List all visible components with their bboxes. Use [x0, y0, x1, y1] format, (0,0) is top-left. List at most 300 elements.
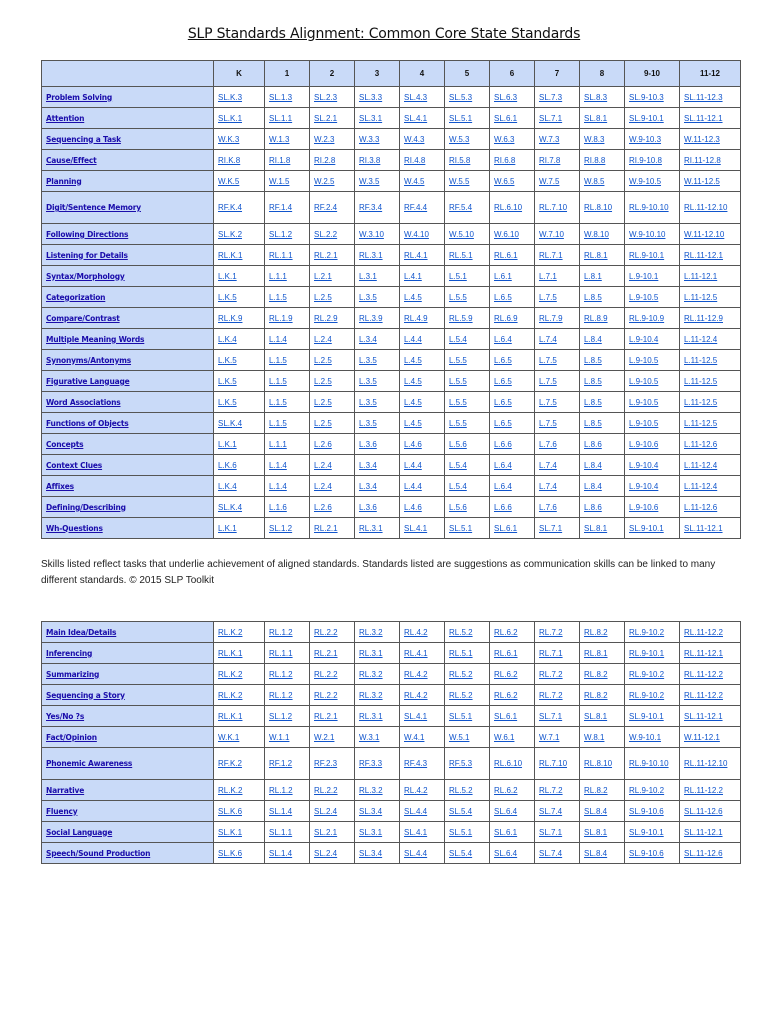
standard-link[interactable]: L.7.4 — [535, 476, 580, 497]
standard-link[interactable]: L.1.5 — [265, 350, 310, 371]
standard-link[interactable]: W.3.5 — [355, 171, 400, 192]
skill-link[interactable]: Following Directions — [42, 224, 214, 245]
standard-link[interactable]: RL.8.2 — [580, 685, 625, 706]
skill-link[interactable]: Wh-Questions — [42, 518, 214, 539]
standard-link[interactable]: W.4.3 — [400, 129, 445, 150]
standard-link[interactable]: RL.2.1 — [310, 643, 355, 664]
standard-link[interactable]: L.6.4 — [490, 476, 535, 497]
standard-link[interactable]: SL.9-10.6 — [625, 801, 680, 822]
standard-link[interactable]: L.5.4 — [445, 329, 490, 350]
standard-link[interactable]: RL.8.1 — [580, 643, 625, 664]
standard-link[interactable]: L.9-10.6 — [625, 434, 680, 455]
standard-link[interactable]: RL.2.1 — [310, 706, 355, 727]
standard-link[interactable]: L.9-10.4 — [625, 329, 680, 350]
standard-link[interactable]: SL.11-12.1 — [680, 518, 741, 539]
standard-link[interactable]: L.5.4 — [445, 476, 490, 497]
standard-link[interactable]: L.2.5 — [310, 413, 355, 434]
standard-link[interactable]: RL.9-10.1 — [625, 245, 680, 266]
standard-link[interactable]: L.6.5 — [490, 287, 535, 308]
standard-link[interactable]: SL.1.1 — [265, 108, 310, 129]
standard-link[interactable]: RL.6.10 — [490, 192, 535, 224]
standard-link[interactable]: L.8.5 — [580, 392, 625, 413]
standard-link[interactable]: W.2.3 — [310, 129, 355, 150]
standard-link[interactable]: L.4.6 — [400, 497, 445, 518]
standard-link[interactable]: RL.8.2 — [580, 664, 625, 685]
standard-link[interactable]: RL.K.1 — [214, 706, 265, 727]
standard-link[interactable]: RI.11-12.8 — [680, 150, 741, 171]
standard-link[interactable]: L.9-10.1 — [625, 266, 680, 287]
standard-link[interactable]: W.11-12.3 — [680, 129, 741, 150]
standard-link[interactable]: W.6.10 — [490, 224, 535, 245]
standard-link[interactable]: RL.1.2 — [265, 664, 310, 685]
standard-link[interactable]: RL.9-10.2 — [625, 685, 680, 706]
skill-link[interactable]: Multiple Meaning Words — [42, 329, 214, 350]
standard-link[interactable]: SL.5.1 — [445, 518, 490, 539]
standard-link[interactable]: RL.5.2 — [445, 664, 490, 685]
standard-link[interactable]: SL.3.3 — [355, 87, 400, 108]
standard-link[interactable]: L.8.4 — [580, 329, 625, 350]
standard-link[interactable]: SL.1.4 — [265, 801, 310, 822]
standard-link[interactable]: W.K.3 — [214, 129, 265, 150]
standard-link[interactable]: RL.1.2 — [265, 685, 310, 706]
standard-link[interactable]: SL.3.1 — [355, 108, 400, 129]
standard-link[interactable]: SL.K.6 — [214, 801, 265, 822]
skill-link[interactable]: Compare/Contrast — [42, 308, 214, 329]
standard-link[interactable]: SL.11-12.1 — [680, 822, 741, 843]
standard-link[interactable]: L.2.5 — [310, 371, 355, 392]
standard-link[interactable]: RL.5.1 — [445, 643, 490, 664]
standard-link[interactable]: SL.4.4 — [400, 843, 445, 864]
standard-link[interactable]: L.5.5 — [445, 413, 490, 434]
standard-link[interactable]: SL.2.4 — [310, 843, 355, 864]
standard-link[interactable]: L.11-12.5 — [680, 392, 741, 413]
standard-link[interactable]: L.7.1 — [535, 266, 580, 287]
skill-link[interactable]: Narrative — [42, 780, 214, 801]
standard-link[interactable]: SL.K.4 — [214, 413, 265, 434]
standard-link[interactable]: L.6.4 — [490, 455, 535, 476]
standard-link[interactable]: L.1.5 — [265, 413, 310, 434]
standard-link[interactable]: W.K.5 — [214, 171, 265, 192]
standard-link[interactable]: RL.6.1 — [490, 643, 535, 664]
standard-link[interactable]: L.K.5 — [214, 287, 265, 308]
standard-link[interactable]: L.11-12.4 — [680, 455, 741, 476]
standard-link[interactable]: L.7.5 — [535, 287, 580, 308]
standard-link[interactable]: SL.6.4 — [490, 801, 535, 822]
standard-link[interactable]: L.4.5 — [400, 413, 445, 434]
standard-link[interactable]: L.11-12.5 — [680, 350, 741, 371]
standard-link[interactable]: RL.11-12.1 — [680, 245, 741, 266]
skill-link[interactable]: Word Associations — [42, 392, 214, 413]
standard-link[interactable]: RL.6.9 — [490, 308, 535, 329]
standard-link[interactable]: W.3.3 — [355, 129, 400, 150]
standard-link[interactable]: RI.5.8 — [445, 150, 490, 171]
standard-link[interactable]: SL.2.2 — [310, 224, 355, 245]
standard-link[interactable]: L.4.4 — [400, 455, 445, 476]
standard-link[interactable]: RI.2.8 — [310, 150, 355, 171]
standard-link[interactable]: RL.K.2 — [214, 622, 265, 643]
standard-link[interactable]: RL.6.2 — [490, 685, 535, 706]
standard-link[interactable]: RL.1.1 — [265, 245, 310, 266]
standard-link[interactable]: L.6.1 — [490, 266, 535, 287]
standard-link[interactable]: RL.7.1 — [535, 643, 580, 664]
standard-link[interactable]: RL.3.1 — [355, 706, 400, 727]
standard-link[interactable]: RL.4.1 — [400, 245, 445, 266]
standard-link[interactable]: SL.3.4 — [355, 801, 400, 822]
standard-link[interactable]: W.2.1 — [310, 727, 355, 748]
standard-link[interactable]: RF.2.3 — [310, 748, 355, 780]
standard-link[interactable]: SL.9-10.3 — [625, 87, 680, 108]
standard-link[interactable]: L.K.5 — [214, 392, 265, 413]
standard-link[interactable]: W.11-12.1 — [680, 727, 741, 748]
standard-link[interactable]: SL.6.3 — [490, 87, 535, 108]
standard-link[interactable]: RL.5.2 — [445, 622, 490, 643]
standard-link[interactable]: SL.9-10.1 — [625, 822, 680, 843]
standard-link[interactable]: RF.5.4 — [445, 192, 490, 224]
standard-link[interactable]: RL.8.10 — [580, 748, 625, 780]
standard-link[interactable]: L.5.5 — [445, 350, 490, 371]
skill-link[interactable]: Fluency — [42, 801, 214, 822]
standard-link[interactable]: RL.2.2 — [310, 622, 355, 643]
standard-link[interactable]: RF.1.4 — [265, 192, 310, 224]
standard-link[interactable]: W.6.3 — [490, 129, 535, 150]
standard-link[interactable]: SL.6.1 — [490, 108, 535, 129]
standard-link[interactable]: W.9-10.1 — [625, 727, 680, 748]
standard-link[interactable]: W.5.5 — [445, 171, 490, 192]
standard-link[interactable]: L.3.5 — [355, 371, 400, 392]
skill-link[interactable]: Speech/Sound Production — [42, 843, 214, 864]
standard-link[interactable]: W.6.5 — [490, 171, 535, 192]
standard-link[interactable]: L.2.4 — [310, 476, 355, 497]
skill-link[interactable]: Sequencing a Task — [42, 129, 214, 150]
standard-link[interactable]: W.11-12.5 — [680, 171, 741, 192]
skill-link[interactable]: Problem Solving — [42, 87, 214, 108]
standard-link[interactable]: W.7.1 — [535, 727, 580, 748]
standard-link[interactable]: RL.K.2 — [214, 664, 265, 685]
standard-link[interactable]: SL.8.4 — [580, 801, 625, 822]
standard-link[interactable]: SL.11-12.3 — [680, 87, 741, 108]
standard-link[interactable]: L.8.1 — [580, 266, 625, 287]
standard-link[interactable]: RL.5.9 — [445, 308, 490, 329]
standard-link[interactable]: W.8.10 — [580, 224, 625, 245]
standard-link[interactable]: L.5.5 — [445, 287, 490, 308]
standard-link[interactable]: RL.11-12.2 — [680, 664, 741, 685]
standard-link[interactable]: L.11-12.4 — [680, 329, 741, 350]
standard-link[interactable]: L.9-10.5 — [625, 413, 680, 434]
standard-link[interactable]: SL.7.1 — [535, 518, 580, 539]
standard-link[interactable]: RL.9-10.10 — [625, 748, 680, 780]
standard-link[interactable]: L.1.1 — [265, 266, 310, 287]
standard-link[interactable]: SL.5.1 — [445, 706, 490, 727]
standard-link[interactable]: SL.8.1 — [580, 108, 625, 129]
standard-link[interactable]: RL.3.2 — [355, 664, 400, 685]
standard-link[interactable]: RL.3.9 — [355, 308, 400, 329]
skill-link[interactable]: Listening for Details — [42, 245, 214, 266]
standard-link[interactable]: SL.4.3 — [400, 87, 445, 108]
standard-link[interactable]: RL.7.1 — [535, 245, 580, 266]
standard-link[interactable]: L.1.6 — [265, 497, 310, 518]
standard-link[interactable]: SL.7.4 — [535, 801, 580, 822]
standard-link[interactable]: L.5.5 — [445, 371, 490, 392]
standard-link[interactable]: RL.3.2 — [355, 780, 400, 801]
standard-link[interactable]: L.3.4 — [355, 476, 400, 497]
skill-link[interactable]: Syntax/Morphology — [42, 266, 214, 287]
skill-link[interactable]: Functions of Objects — [42, 413, 214, 434]
standard-link[interactable]: L.8.5 — [580, 350, 625, 371]
standard-link[interactable]: L.3.5 — [355, 287, 400, 308]
standard-link[interactable]: RL.9-10.10 — [625, 192, 680, 224]
standard-link[interactable]: SL.7.3 — [535, 87, 580, 108]
standard-link[interactable]: RL.8.2 — [580, 622, 625, 643]
standard-link[interactable]: L.K.6 — [214, 455, 265, 476]
standard-link[interactable]: RI.7.8 — [535, 150, 580, 171]
standard-link[interactable]: RL.1.2 — [265, 780, 310, 801]
standard-link[interactable]: L.4.5 — [400, 287, 445, 308]
standard-link[interactable]: L.K.1 — [214, 434, 265, 455]
standard-link[interactable]: L.9-10.5 — [625, 371, 680, 392]
standard-link[interactable]: W.3.10 — [355, 224, 400, 245]
standard-link[interactable]: RL.K.1 — [214, 245, 265, 266]
standard-link[interactable]: L.9-10.5 — [625, 392, 680, 413]
skill-link[interactable]: Social Language — [42, 822, 214, 843]
standard-link[interactable]: W.7.10 — [535, 224, 580, 245]
standard-link[interactable]: SL.5.4 — [445, 843, 490, 864]
standard-link[interactable]: W.4.1 — [400, 727, 445, 748]
standard-link[interactable]: SL.K.1 — [214, 822, 265, 843]
skill-link[interactable]: Inferencing — [42, 643, 214, 664]
standard-link[interactable]: RL.7.10 — [535, 192, 580, 224]
standard-link[interactable]: SL.K.4 — [214, 497, 265, 518]
standard-link[interactable]: RL.8.10 — [580, 192, 625, 224]
standard-link[interactable]: RL.6.2 — [490, 664, 535, 685]
standard-link[interactable]: SL.2.1 — [310, 822, 355, 843]
standard-link[interactable]: SL.2.1 — [310, 108, 355, 129]
standard-link[interactable]: RL.11-12.2 — [680, 685, 741, 706]
standard-link[interactable]: RL.4.2 — [400, 685, 445, 706]
standard-link[interactable]: RL.3.1 — [355, 643, 400, 664]
standard-link[interactable]: RL.3.2 — [355, 685, 400, 706]
standard-link[interactable]: RF.K.2 — [214, 748, 265, 780]
standard-link[interactable]: W.11-12.10 — [680, 224, 741, 245]
standard-link[interactable]: W.K.1 — [214, 727, 265, 748]
standard-link[interactable]: W.5.3 — [445, 129, 490, 150]
standard-link[interactable]: RI.8.8 — [580, 150, 625, 171]
standard-link[interactable]: L.5.5 — [445, 392, 490, 413]
standard-link[interactable]: SL.8.4 — [580, 843, 625, 864]
standard-link[interactable]: L.7.5 — [535, 350, 580, 371]
standard-link[interactable]: L.3.4 — [355, 329, 400, 350]
standard-link[interactable]: SL.11-12.1 — [680, 706, 741, 727]
standard-link[interactable]: RL.2.9 — [310, 308, 355, 329]
standard-link[interactable]: W.5.1 — [445, 727, 490, 748]
standard-link[interactable]: L.6.4 — [490, 329, 535, 350]
skill-link[interactable]: Categorization — [42, 287, 214, 308]
standard-link[interactable]: RL.K.2 — [214, 685, 265, 706]
standard-link[interactable]: L.K.1 — [214, 266, 265, 287]
standard-link[interactable]: L.K.5 — [214, 350, 265, 371]
standard-link[interactable]: L.8.6 — [580, 434, 625, 455]
standard-link[interactable]: L.1.5 — [265, 287, 310, 308]
standard-link[interactable]: RL.4.2 — [400, 780, 445, 801]
standard-link[interactable]: SL.4.4 — [400, 801, 445, 822]
standard-link[interactable]: SL.K.6 — [214, 843, 265, 864]
standard-link[interactable]: RL.2.1 — [310, 518, 355, 539]
standard-link[interactable]: L.2.4 — [310, 329, 355, 350]
standard-link[interactable]: SL.9-10.1 — [625, 518, 680, 539]
standard-link[interactable]: W.8.5 — [580, 171, 625, 192]
standard-link[interactable]: L.11-12.6 — [680, 434, 741, 455]
standard-link[interactable]: RL.5.2 — [445, 780, 490, 801]
standard-link[interactable]: SL.7.1 — [535, 822, 580, 843]
standard-link[interactable]: RL.6.1 — [490, 245, 535, 266]
skill-link[interactable]: Context Clues — [42, 455, 214, 476]
standard-link[interactable]: RL.9-10.1 — [625, 643, 680, 664]
standard-link[interactable]: RL.4.1 — [400, 643, 445, 664]
standard-link[interactable]: L.4.5 — [400, 392, 445, 413]
standard-link[interactable]: SL.1.2 — [265, 224, 310, 245]
standard-link[interactable]: RL.2.1 — [310, 245, 355, 266]
standard-link[interactable]: L.K.5 — [214, 371, 265, 392]
standard-link[interactable]: RF.4.3 — [400, 748, 445, 780]
standard-link[interactable]: W.1.5 — [265, 171, 310, 192]
standard-link[interactable]: RL.11-12.10 — [680, 748, 741, 780]
standard-link[interactable]: W.7.5 — [535, 171, 580, 192]
standard-link[interactable]: SL.5.1 — [445, 822, 490, 843]
standard-link[interactable]: RL.4.9 — [400, 308, 445, 329]
standard-link[interactable]: SL.9-10.1 — [625, 706, 680, 727]
standard-link[interactable]: L.4.5 — [400, 371, 445, 392]
standard-link[interactable]: L.5.6 — [445, 497, 490, 518]
standard-link[interactable]: L.4.4 — [400, 476, 445, 497]
standard-link[interactable]: L.5.1 — [445, 266, 490, 287]
standard-link[interactable]: RL.7.2 — [535, 664, 580, 685]
standard-link[interactable]: SL.7.1 — [535, 108, 580, 129]
standard-link[interactable]: L.5.4 — [445, 455, 490, 476]
standard-link[interactable]: L.8.5 — [580, 371, 625, 392]
standard-link[interactable]: L.7.4 — [535, 455, 580, 476]
standard-link[interactable]: L.2.6 — [310, 497, 355, 518]
standard-link[interactable]: RL.11-12.9 — [680, 308, 741, 329]
standard-link[interactable]: RL.6.2 — [490, 780, 535, 801]
standard-link[interactable]: SL.1.3 — [265, 87, 310, 108]
standard-link[interactable]: W.4.5 — [400, 171, 445, 192]
standard-link[interactable]: L.1.4 — [265, 329, 310, 350]
standard-link[interactable]: RL.2.2 — [310, 664, 355, 685]
standard-link[interactable]: RI.1.8 — [265, 150, 310, 171]
standard-link[interactable]: L.1.5 — [265, 392, 310, 413]
standard-link[interactable]: RL.9-10.2 — [625, 664, 680, 685]
standard-link[interactable]: L.11-12.4 — [680, 476, 741, 497]
standard-link[interactable]: L.K.4 — [214, 476, 265, 497]
standard-link[interactable]: L.7.6 — [535, 434, 580, 455]
standard-link[interactable]: SL.5.4 — [445, 801, 490, 822]
standard-link[interactable]: L.7.6 — [535, 497, 580, 518]
standard-link[interactable]: RL.9-10.9 — [625, 308, 680, 329]
standard-link[interactable]: SL.8.1 — [580, 822, 625, 843]
standard-link[interactable]: W.8.1 — [580, 727, 625, 748]
skill-link[interactable]: Fact/Opinion — [42, 727, 214, 748]
standard-link[interactable]: L.4.5 — [400, 350, 445, 371]
standard-link[interactable]: SL.5.3 — [445, 87, 490, 108]
skill-link[interactable]: Yes/No ?s — [42, 706, 214, 727]
standard-link[interactable]: RF.1.2 — [265, 748, 310, 780]
standard-link[interactable]: RL.2.2 — [310, 780, 355, 801]
standard-link[interactable]: SL.1.1 — [265, 822, 310, 843]
standard-link[interactable]: RL.3.1 — [355, 518, 400, 539]
standard-link[interactable]: L.2.5 — [310, 350, 355, 371]
standard-link[interactable]: L.9-10.4 — [625, 476, 680, 497]
standard-link[interactable]: L.6.6 — [490, 434, 535, 455]
standard-link[interactable]: RL.11-12.2 — [680, 780, 741, 801]
standard-link[interactable]: RF.5.3 — [445, 748, 490, 780]
standard-link[interactable]: L.11-12.6 — [680, 497, 741, 518]
standard-link[interactable]: W.9-10.3 — [625, 129, 680, 150]
standard-link[interactable]: L.8.5 — [580, 413, 625, 434]
skill-link[interactable]: Cause/Effect — [42, 150, 214, 171]
standard-link[interactable]: SL.6.1 — [490, 822, 535, 843]
standard-link[interactable]: RL.K.9 — [214, 308, 265, 329]
standard-link[interactable]: L.4.4 — [400, 329, 445, 350]
standard-link[interactable]: SL.4.1 — [400, 822, 445, 843]
standard-link[interactable]: RL.K.1 — [214, 643, 265, 664]
standard-link[interactable]: RL.1.9 — [265, 308, 310, 329]
skill-link[interactable]: Main Idea/Details — [42, 622, 214, 643]
standard-link[interactable]: L.3.4 — [355, 455, 400, 476]
standard-link[interactable]: L.3.1 — [355, 266, 400, 287]
standard-link[interactable]: RL.5.1 — [445, 245, 490, 266]
standard-link[interactable]: RF.4.4 — [400, 192, 445, 224]
standard-link[interactable]: SL.K.2 — [214, 224, 265, 245]
standard-link[interactable]: RL.3.1 — [355, 245, 400, 266]
standard-link[interactable]: L.11-12.1 — [680, 266, 741, 287]
standard-link[interactable]: W.5.10 — [445, 224, 490, 245]
skill-link[interactable]: Sequencing a Story — [42, 685, 214, 706]
standard-link[interactable]: SL.9-10.6 — [625, 843, 680, 864]
standard-link[interactable]: SL.4.1 — [400, 108, 445, 129]
standard-link[interactable]: RL.11-12.10 — [680, 192, 741, 224]
standard-link[interactable]: RL.9-10.2 — [625, 622, 680, 643]
standard-link[interactable]: RL.7.9 — [535, 308, 580, 329]
standard-link[interactable]: SL.7.4 — [535, 843, 580, 864]
standard-link[interactable]: RL.7.2 — [535, 780, 580, 801]
standard-link[interactable]: RL.K.2 — [214, 780, 265, 801]
skill-link[interactable]: Digit/Sentence Memory — [42, 192, 214, 224]
standard-link[interactable]: L.2.6 — [310, 434, 355, 455]
standard-link[interactable]: RI.6.8 — [490, 150, 535, 171]
standard-link[interactable]: RL.11-12.1 — [680, 643, 741, 664]
standard-link[interactable]: L.6.5 — [490, 350, 535, 371]
skill-link[interactable]: Planning — [42, 171, 214, 192]
skill-link[interactable]: Phonemic Awareness — [42, 748, 214, 780]
standard-link[interactable]: SL.1.2 — [265, 518, 310, 539]
standard-link[interactable]: SL.4.1 — [400, 706, 445, 727]
standard-link[interactable]: RF.K.4 — [214, 192, 265, 224]
standard-link[interactable]: L.3.5 — [355, 413, 400, 434]
standard-link[interactable]: RI.K.8 — [214, 150, 265, 171]
standard-link[interactable]: W.2.5 — [310, 171, 355, 192]
standard-link[interactable]: SL.11-12.6 — [680, 801, 741, 822]
standard-link[interactable]: RL.8.9 — [580, 308, 625, 329]
standard-link[interactable]: RI.3.8 — [355, 150, 400, 171]
standard-link[interactable]: L.3.6 — [355, 497, 400, 518]
standard-link[interactable]: RF.3.3 — [355, 748, 400, 780]
standard-link[interactable]: L.2.5 — [310, 287, 355, 308]
standard-link[interactable]: L.7.4 — [535, 329, 580, 350]
skill-link[interactable]: Attention — [42, 108, 214, 129]
standard-link[interactable]: W.6.1 — [490, 727, 535, 748]
standard-link[interactable]: SL.3.4 — [355, 843, 400, 864]
skill-link[interactable]: Defining/Describing — [42, 497, 214, 518]
standard-link[interactable]: RL.6.10 — [490, 748, 535, 780]
